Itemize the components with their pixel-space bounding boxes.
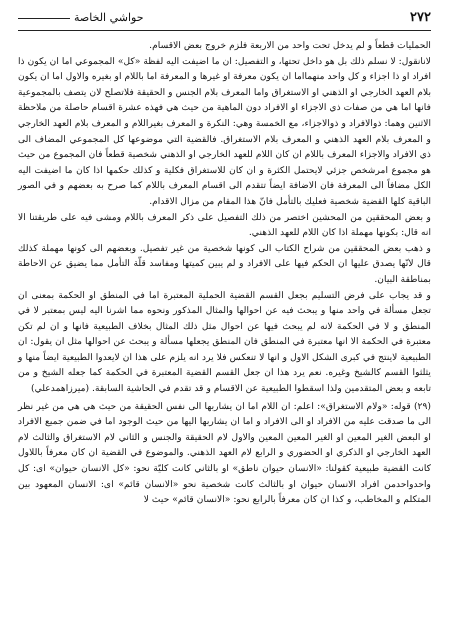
running-title-text: حواشي الخاصة [74,11,144,24]
paragraph-3: و بعض المحققين من المحشين اختصر من ذلك التفصيل على ذكر المعرف باللام ومشى فيه على طريقتنا الا انه قال: بكونها مهملة اذا كان اللام للعهد الذهني. [18,211,431,239]
running-title [18,11,144,24]
paragraph-2: لانانقول: لا نسلم ذلك بل هو داخل تحتها، و التفصيل: ان ما اضيفت اليه لفظة «كل» المجموعي اما ان يكون ذا افراد او ذا اجزاء و كل واحد منهمااما ان يكون معرفة او غيرها و المعرفة اما باللام او بغيره والاول اما ان يكون بلام العهد الخارجي او الذهني او الاستغراق واما المعرف بلام الجنس و الحقيقة فلاتصلح لان يتصف بالمجموعية فانها اما هي من صفات ذي الاجزاء او الافراد دون الماهية من حيث هي فهذه عشرة اقسام حاصلة من ملاحظة الاثنين وهما: ذوالافراد و ذوالاجزاء، مع الخمسة وهي: النكرة و المعرف بغيراللام و المعرف بلام العهد الخارجي و المعرف بلام العهد الذهني و المعرف بلام الاستغراق. فالقضية التي موضوعها كل المجموعي المضاف الى ذي الافراد والاجزاء المعرف باللام ان كان اللام للعهد الخارجي او الذهني شخصية قطعاً فان المجموع من حيث هو مجموع امرشخص جزئي لايحتمل الكثرة و ان كان للاستغراق فكلية و كذلك حكمها اذا كان ما اضيفت اليه الكل مضافاً الى المعرفة فان الاضافة ايضاً تتقدم الى اقسام المعرف باللام كما صرح به بعضهم و في الصور الباقية كلها القضية شخصية فعليك بالتأمل فانّ هذا المقام من مزال الاقدام. [18,55,431,207]
title-dash [18,18,70,19]
paragraph-1: الحمليات قطعاً و لم يدخل تحت واحد من الاربعة فلزم خروج بعض الاقسام. [149,40,431,51]
paragraph-5: و قد يجاب على فرض التسليم بجعل القسم القضية الحملية المعتبرة اما في المنطق او الحكمة بمعنى ان تجعل مسألة في واحد منها و يبحث فيه عن احوالها والمثال المذكور ونحوه مما اشرنا اليه ليس بمعتبر لا في المنطق و لا في الحكمة لانه لم يبحث فيها عن احوال مثل ذلك المثال بخلاف الطبيعية فانها و ان لم تكن معتبرة في الحكمة الا انها معتبرة في المنطق فان المنطق يجعلها مسألة و يبحث عن احوالها مثل ان يقول: ان الطبيعية لاينتج في كبرى الشكل الاول و انها لا تنعكس فلا يرد انه يلزم على هذا ان لايعدوا الطبيعية ايضاً منها و يثلثوا القسم كالشيخ وغيره. نعم يرد هذا ان جعل القسم القضية المعتبرة في الحكمة كما جعله الشيخ و من تابعه و بعض المتقدمين ولذا اسقطوا الطبيعية عن الاقسام و قد تقدم في الحاشية السابقة. (ميرزاهمدعلي) [18,289,431,395]
page-number: ٢٧٢ [410,10,431,25]
paragraph-4: و ذهب بعض المحققين من شراح الكتاب الى كونها شخصية من غير تفصيل. وبعضهم الى كونها مهملة كذلك قال لانّها يصدق عليها ان الحكم فيها على الافراد و لم يبين كميتها ومفاسد قلّة التأمل مما يضيق عن الاحاطة بمناطقة البيان. [18,242,431,285]
paragraph-6: (٢٩) قوله: «ولام الاستغراق»: اعلم: ان اللام اما ان يشاربها الى نفس الحقيقة من حيث هي هي من غير نظر الى ما صدقت عليه من الافراد او الى الافراد و اما ان يشاربها اليها من حيث الوجود اما في ضمن جميع الافراد او البعض الغير المعين او الغير المعين المعين والاول لام الحقيقة والجنس و الثاني لام الاستغراق والثالث لام العهد الخارجي او الذكري او الحضوري و الرابع لام العهد الذهني. والموضوع في القضية ان كان معرفاً باللاول كانت القضية طبيعية كقولنا: «الانسان حيوان ناطق» او بالثاني كانت كليّة نحو: «كل الانسان حيوان» اى: كل واحدواحدمن افراد الانسان حيوان او بالثالث كانت شخصية نحو «الانسان قائم» اى: الانسان المعهود بين المتكلم و المخاطب، و كذا ان كان معرفاً بالرابع نحو: «الانسان قائم» حيث لا [18,400,431,506]
page-header [18,8,431,31]
body-text [18,38,431,508]
